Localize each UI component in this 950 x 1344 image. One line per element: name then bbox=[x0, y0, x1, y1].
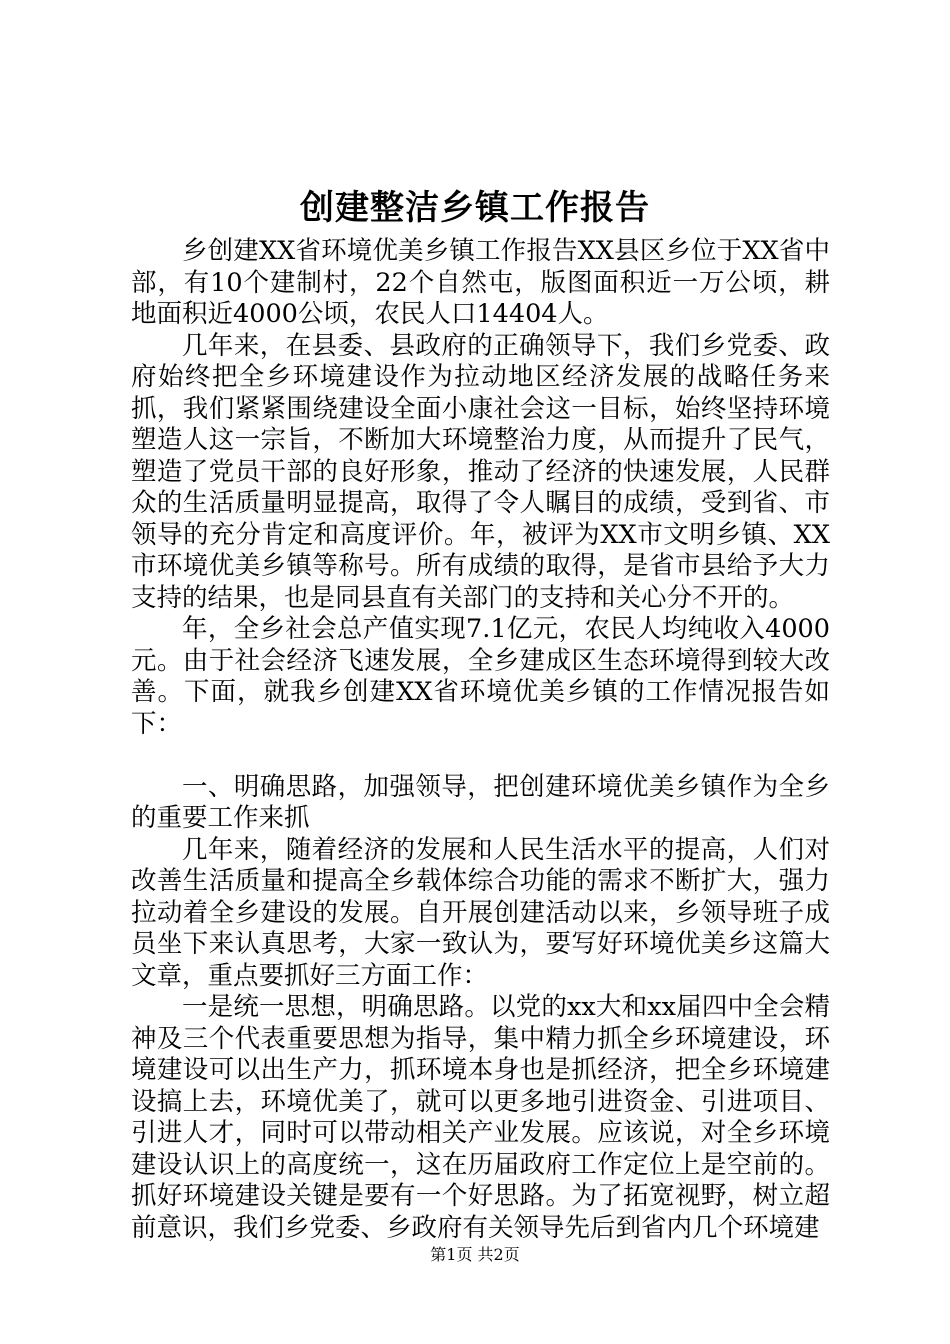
document-title: 创建整洁乡镇工作报告 bbox=[300, 188, 650, 228]
page-number-footer: 第1页 共2页 bbox=[430, 1245, 520, 1264]
paragraph-point-one: 一是统一思想，明确思路。以党的xx大和xx届四中全会精神及三个代表重要思想为指导，集中精力抓全乡环境建设，环境建设可以出生产力，抓环境本身也是抓经济，把全乡环境建设搞上去，环境优美了，就可以更多地引进资金、引进项目、引进人才，同时可以带动相关产业发展。应该说，对全乡环境建设认识上的高度统一，这在历届政府工作定位上是空前的。抓好环境建设关键是要有一个好思路。为了拓宽视野，树立超前意识，我们乡党委、乡政府有关领导先后到省内几个环境建 bbox=[131, 992, 830, 1243]
section-heading-one: 一、明确思路，加强领导，把创建环境优美乡镇作为全乡的重要工作来抓 bbox=[131, 771, 830, 833]
document-body bbox=[131, 236, 830, 1244]
paragraph-development: 几年来，随着经济的发展和人民生活水平的提高，人们对改善生活质量和提高全乡载体综合功能的需求不断扩大，强力拉动着全乡建设的发展。自开展创建活动以来，乡领导班子成员坐下来认真思考，大家一致认为，要写好环境优美乡这篇大文章，重点要抓好三方面工作： bbox=[131, 834, 830, 991]
paragraph-economy: 年，全乡社会总产值实现7.1亿元，农民人均纯收入4000元。由于社会经济飞速发展，全乡建成区生态环境得到较大改善。下面，就我乡创建XX省环境优美乡镇的工作情况报告如下： bbox=[131, 614, 830, 739]
paragraph-intro: 乡创建XX省环境优美乡镇工作报告XX县区乡位于XX省中部，有10个建制村，22个自然屯，版图面积近一万公顷，耕地面积近4000公顷，农民人口14404人。 bbox=[131, 236, 830, 329]
paragraph-achievements: 几年来，在县委、县政府的正确领导下，我们乡党委、政府始终把全乡环境建设作为拉动地区经济发展的战略任务来抓，我们紧紧围绕建设全面小康社会这一目标，始终坚持环境塑造人这一宗旨，不断加大环境整治力度，从而提升了民气，塑造了党员干部的良好形象，推动了经济的快速发展，人民群众的生活质量明显提高，取得了令人瞩目的成绩，受到省、市领导的充分肯定和高度评价。年，被评为XX市文明乡镇、XX市环境优美乡镇等称号。所有成绩的取得，是省市县给予大力支持的结果，也是同县直有关部门的支持和关心分不开的。 bbox=[131, 330, 830, 613]
